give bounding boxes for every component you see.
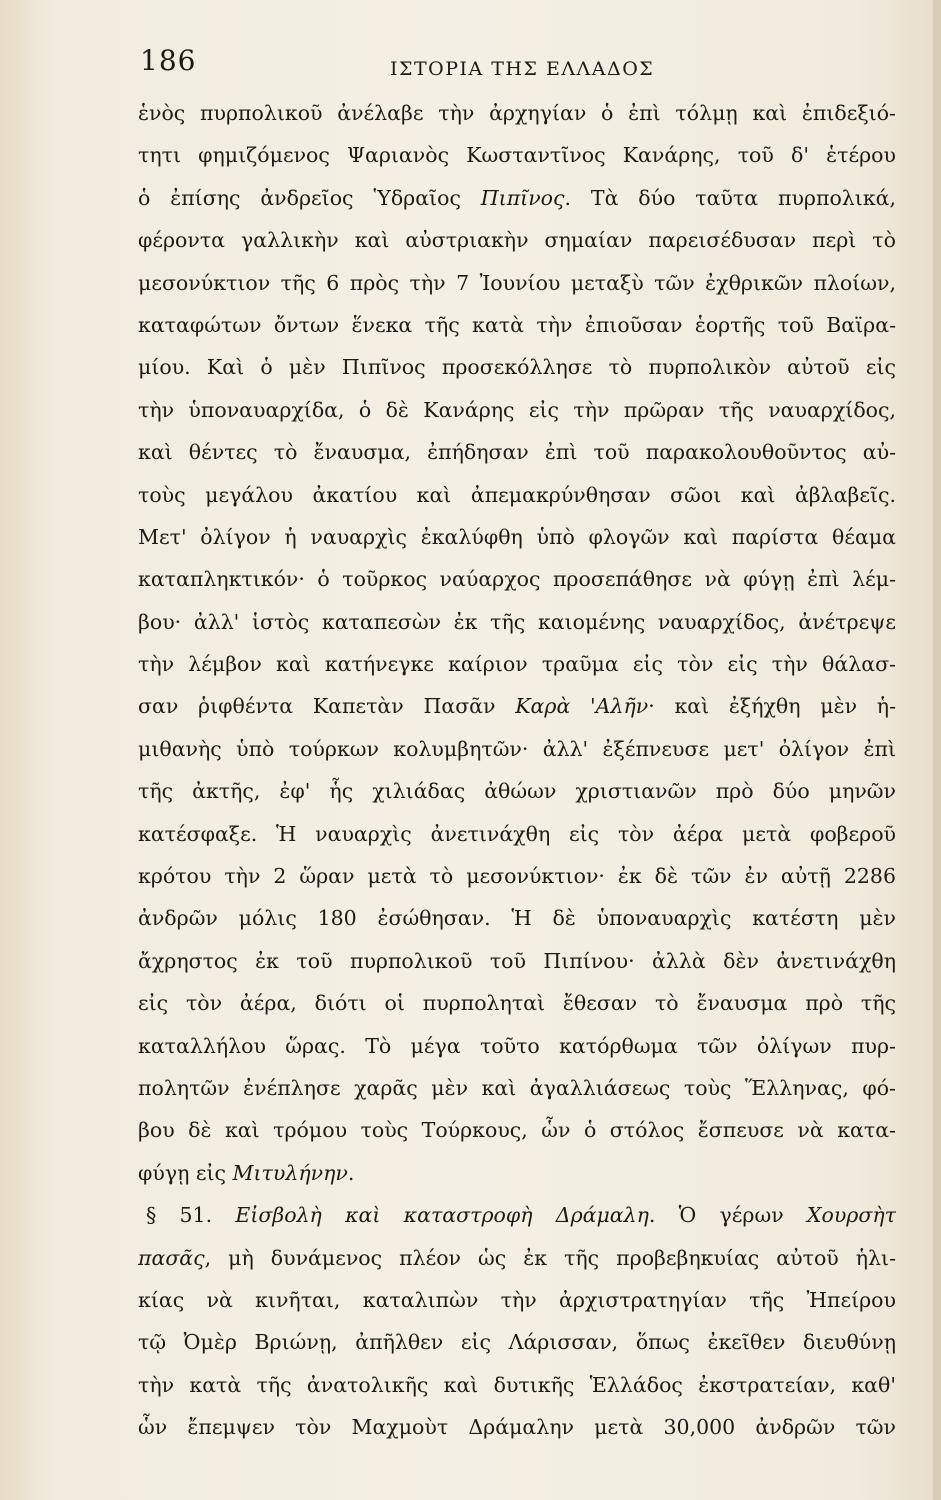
text-line [138, 1237, 896, 1279]
text-segment: ὧν ἔπεμψεν τὸν Μαχμοὺτ Δράμαλην μετὰ 30,000 ἀνδρῶν τῶν [138, 1415, 896, 1440]
italic-text: Καρὰ 'Αλῆν [515, 694, 649, 719]
text-line [138, 982, 896, 1024]
text-segment: φύγῃ εἰς [138, 1160, 233, 1185]
text-line [138, 897, 896, 939]
text-line [138, 474, 896, 516]
text-line [138, 304, 896, 346]
text-segment: μίου. Καὶ ὁ μὲν Πιπῖνος προσεκόλλησε τὸ πυρπολικὸν αὐτοῦ εἰς [138, 355, 896, 380]
italic-text: Μιτυλήνην [232, 1160, 348, 1185]
text-line [138, 601, 896, 643]
text-line [138, 1321, 896, 1363]
text-segment: μεσονύκτιον τῆς 6 πρὸς τὴν 7 Ἰουνίου μεταξὺ τῶν ἐχθρικῶν πλοίων, [138, 270, 896, 295]
text-segment: ἑνὸς πυρπολικοῦ ἀνέλαβε τὴν ἀρχηγίαν ὁ ἐπὶ τόλμῃ καὶ ἐπιδεξιό- [138, 101, 896, 125]
text-segment: μιθανὴς ὑπὸ τούρκων κολυμβητῶν· ἀλλ' ἐξέπνευσε μετ' ὀλίγον ἐπὶ [138, 736, 896, 761]
text-line [138, 1406, 896, 1448]
text-line [138, 813, 896, 855]
italic-text: Εἰσβολὴ καὶ καταστροφὴ Δράμαλη [235, 1203, 649, 1228]
text-segment: σαν ῥιφθέντα Καπετὰν Πασᾶν [138, 694, 516, 719]
text-segment: κρότου τὴν 2 ὥραν μετὰ τὸ μεσονύκτιον· ἐκ δὲ τῶν ἐν αὐτῇ 2286 [138, 864, 896, 889]
text-segment: εἰς τὸν ἀέρα, διότι οἱ πυρποληταὶ ἔθεσαν τὸ ἔναυσμα πρὸ τῆς [138, 991, 896, 1016]
text-line [138, 1194, 896, 1236]
italic-text: Χουρσὴτ [806, 1203, 896, 1228]
text-line [138, 558, 896, 600]
text-segment: τὴν κατὰ τῆς ἀνατολικῆς καὶ δυτικῆς Ἑλλάδος ἐκστρατείαν, καθ' [138, 1372, 896, 1397]
text-line [138, 92, 896, 134]
text-segment: · καὶ ἐξήχθη μὲν ἡ- [648, 694, 896, 719]
text-segment: τὴν ὑποναυαρχίδα, ὁ δὲ Κανάρης εἰς τὴν πρῶραν τῆς ναυαρχίδος, [138, 397, 896, 422]
running-title: ΙΣΤΟΡΙΑ ΤΗΣ ΕΛΛΑΔΟΣ [390, 58, 655, 80]
text-line [138, 346, 896, 388]
text-line [138, 177, 896, 219]
text-segment: ὁ ἐπίσης ἀνδρεῖος Ὑδραῖος [138, 185, 481, 210]
italic-text: Πιπῖνος [480, 185, 565, 210]
text-segment: καταλλήλου ὥρας. Τὸ μέγα τοῦτο κατόρθωμα τῶν ὀλίγων πυρ- [138, 1033, 896, 1058]
text-line [138, 643, 896, 685]
text-line [138, 728, 896, 770]
text-segment: τητι φημιζόμενος Ψαριανὸς Κωσταντῖνος Κανάρης, τοῦ δ' ἑτέρου [138, 143, 896, 168]
text-line [138, 1279, 896, 1321]
page-body-text [138, 92, 896, 1449]
text-line [138, 1025, 896, 1067]
text-line [138, 262, 896, 304]
text-segment: καταφώτων ὄντων ἕνεκα τῆς κατὰ τὴν ἐπιοῦσαν ἑορτῆς τοῦ Βαϊρα- [138, 312, 896, 337]
text-line [138, 685, 896, 727]
text-line [138, 1067, 896, 1109]
text-line [138, 1364, 896, 1406]
text-segment: Μετ' ὀλίγον ἡ ναυαρχὶς ἐκαλύφθη ὑπὸ φλογῶν καὶ παρίστα θέαμα [138, 524, 896, 549]
text-segment: . Ὁ γέρων [648, 1203, 807, 1228]
text-segment: καὶ θέντες τὸ ἔναυσμα, ἐπήδησαν ἐπὶ τοῦ παρακολουθοῦντος αὐ- [138, 440, 896, 465]
text-segment: τῷ Ὀμὲρ Βριώνῃ, ἀπῆλθεν εἰς Λάρισσαν, ὅπως ἐκεῖθεν διευθύνῃ [138, 1330, 896, 1355]
text-line [138, 431, 896, 473]
text-line [138, 134, 896, 176]
text-segment: . Τὰ δύο ταῦτα πυρπολικά, [564, 185, 896, 210]
text-line [138, 770, 896, 812]
text-line [138, 1152, 896, 1194]
text-segment: ἄχρηστος ἐκ τοῦ πυρπολικοῦ τοῦ Πιπίνου· ἀλλὰ δὲν ἀνετινάχθη [138, 948, 896, 973]
text-segment: τὴν λέμβον καὶ κατήνεγκε καίριον τραῦμα εἰς τὸν εἰς τὴν θάλασ- [138, 652, 896, 677]
text-line [138, 516, 896, 558]
text-segment: . [347, 1160, 355, 1185]
text-segment: φέροντα γαλλικὴν καὶ αὐστριακὴν σημαίαν παρεισέδυσαν περὶ τὸ [138, 228, 896, 253]
text-segment: ἀνδρῶν μόλις 180 ἐσώθησαν. Ἡ δὲ ὑποναυαρχὶς κατέστη μὲν [138, 906, 896, 931]
page-header [140, 40, 873, 86]
text-segment: κίας νὰ κινῆται, καταλιπὼν τὴν ἀρχιστρατηγίαν τῆς Ἠπείρου [138, 1287, 896, 1312]
text-segment: , μὴ δυνάμενος πλέον ὡς ἐκ τῆς προβεβηκυίας αὐτοῦ ἡλι- [204, 1245, 896, 1270]
page-number: 186 [140, 44, 197, 77]
text-segment: βου δὲ καὶ τρόμου τοὺς Τούρκους, ὧν ὁ στόλος ἔσπευσε νὰ κατα- [138, 1118, 896, 1143]
text-line [138, 1109, 896, 1151]
text-line [138, 389, 896, 431]
italic-text: πασᾶς [138, 1245, 205, 1270]
text-line [138, 855, 896, 897]
text-segment: τῆς ἀκτῆς, ἐφ' ἧς χιλιάδας ἀθώων χριστιανῶν πρὸ δύο μηνῶν [138, 779, 896, 804]
text-segment: πολητῶν ἐνέπλησε χαρᾶς μὲν καὶ ἀγαλλιάσεως τοὺς Ἕλληνας, φό- [138, 1075, 896, 1100]
text-segment: τοὺς μεγάλου ἀκατίου καὶ ἀπεμακρύνθησαν σῶοι καὶ ἀβλαβεῖς. [138, 482, 896, 507]
text-segment: βου· ἀλλ' ἱστὸς καταπεσὼν ἐκ τῆς καιομένης ναυαρχίδος, ἀνέτρεψε [138, 609, 896, 634]
text-line [138, 219, 896, 261]
text-segment: § 51. [146, 1203, 236, 1228]
text-segment: κατέσφαξε. Ἡ ναυαρχὶς ἀνετινάχθη εἰς τὸν ἀέρα μετὰ φοβεροῦ [138, 821, 896, 846]
text-line [138, 940, 896, 982]
text-segment: καταπληκτικόν· ὁ τοῦρκος ναύαρχος προσεπάθησε νὰ φύγῃ ἐπὶ λέμ- [138, 567, 896, 592]
